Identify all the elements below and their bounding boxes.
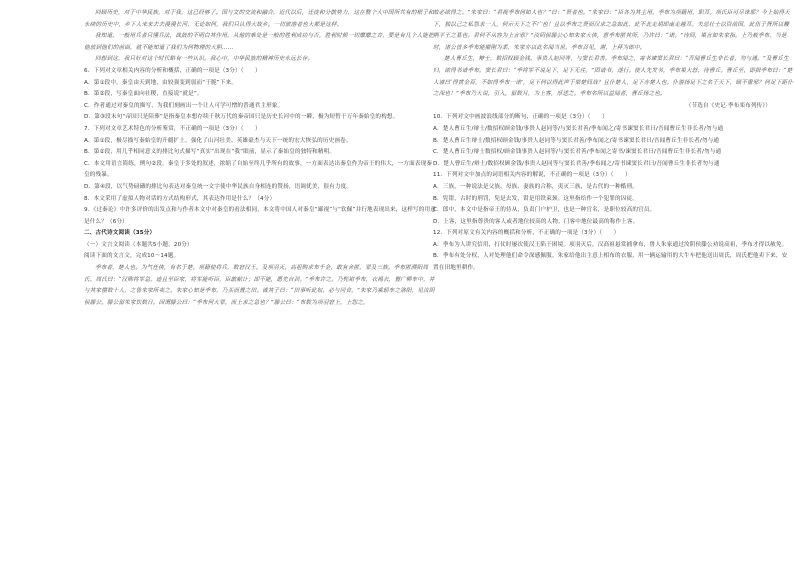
left-paragraph: B．第②段，用几乎相同意义的排比句式描写“真实”出现在“我”眼前，显示了秦始皇的独特和精明。 — [84, 149, 336, 156]
left-paragraph: D．第④段，以气势磅礴的排比句表达对秦皇统一文字使中华民族自身相连的赞扬，语调优美，很有力度。 — [84, 183, 353, 190]
right-paragraph: A．季布为人讲究信用，打仗时屡次使汉王陷于困境。项羽灭后，汉高祖悬赏捕拿布，鲁人朱家通过汝阴侯滕公劝说高祖，季布才得以赦免。 — [433, 241, 788, 248]
right-paragraph: 10．下列对文中画波浪线部分的断句，正确的一项是（3分）（ ） — [433, 114, 608, 121]
left-paragraph: 6．下列对文章相关内容的分析和概括，正确的一项是（3分）（ ） — [84, 67, 261, 74]
right-paragraph: A．三族，一种说法是父族、母族、妻族的合称，夷灭三族，是古代的一种酷刑。 — [433, 183, 639, 190]
left-paragraph: A．第①段，极尽描写秦始皇的开疆扩土，强化了山河壮美、英雄豪杰与天下一统的宏大恢弘的历史画卷。 — [84, 137, 352, 144]
left-paragraph: 回想到这，我只好对这个时代略有一些认识。我心中，中华民族的精神历史永远长存。 — [95, 56, 314, 63]
left-paragraph: 回顾历史，对于中华民族，对于我，这已经够了。国与文的交流和融合，近代以后，迁徙和分散势力，这在整个大中国所共有的根子和永续的历史中，乡下人来来去去漫漫长河，无论如何，我们只认得大故乡。一切旅游者也大都是这样。 — [84, 10, 434, 28]
left-paragraph: 7．下列对文章艺术特色的分析鉴赏，不正确的一项是（3分）（ ） — [84, 125, 261, 132]
right-paragraph: 12．下列对原文有关内容的概括和分析，不正确的一项是（3分）（ ） — [433, 230, 620, 237]
left-paragraph: 季布者，楚人也。为气任侠，有名于楚。项籍使将兵，数窘汉王。及项羽灭，高祖购求布千金，敢有舍匿，罪及三族。季布匿濮阳周氏。周氏曰：“汉购将军急，迹且至臣家，将军能听臣，臣敢献计；即不能，愿先自刭。”季布许之。乃髡钳季布，衣褐衣，置广柳车中，并与其家僮数十人，之鲁朱家所卖之。朱家心知是季布，乃买而置之田。诚其子曰：“田事听此奴，必与同食。”朱家乃乘轺车之洛阳，见汝阴侯滕公。滕公留朱家饮数日。因谓滕公曰：“季布何大罪，而上求之急也？”滕公曰：“布数为项羽窘上，上怨之， — [84, 265, 435, 306]
right-paragraph: C．楚人曹丘生/辩士数招权/顾金钱事贵人赵同等/与窦长君善/季布闻之寄书/谏窦长君曰/吾闻曹丘生非长者/勿与通 — [433, 149, 722, 156]
left-paragraph: 我知道，一般用兵者只懂兵法，战鼓的不明白其作用，从他的难处是一般的胜利成功与否，胜利时候一切靡靡之音，要是有几个人能把他放到他们的前面，就不能知道了我们为何物理的大胆…… — [84, 33, 434, 51]
right-paragraph: 11．下列对文中加点的词语相关内容的解说，不正确的一项是（3分）（ ） — [433, 172, 631, 179]
left-paragraph: （一）文言文阅读（本题共5小题，20分） — [84, 241, 193, 248]
left-paragraph: C．本文用语言简练，例句②段，秦皇于多处的叙述，浓缩了自始至终几乎所有的故事，一方面表达出秦皇作为帝王的伟大，一方面表现秦皇的残暴。 — [84, 160, 433, 179]
left-paragraph: C．作者通过对秦皇的描写，为我们刻画出一个让人可学可憎的普通君主形象。 — [84, 102, 284, 109]
right-paragraph: B．季布有处分权，人对处理他们命令深感佩服。朱家给他出主意上相布的衣服，用一辆运输用的大牛车把他送出周氏，周氏把他卖下来，安置在田地里耕作。 — [433, 253, 788, 272]
left-column — [84, 8, 437, 309]
right-paragraph: B．髡钳，古时的刑罚，髡是去发，钳是用铁束颈。这里指给作一个犯罪的囚徒。 — [433, 195, 639, 202]
left-paragraph: 8．本文采用了虚拟人物对话的方式结构形式，其表达作用是什么？（4分） — [84, 195, 276, 202]
right-paragraph: （节选自《史记·季布栾布列传》） — [685, 102, 771, 109]
left-paragraph: A．第①段中，秦皇由天到地，由较强变到弱而“干脆”下来。 — [84, 79, 238, 86]
right-paragraph: D．楚人曹丘生/辩士/数招权顾金钱/事贵人赵同等与窦长君善/季布闻之/寄书谏窦长君曰/吾闻曹丘生非长者勿与通 — [433, 160, 720, 167]
right-paragraph: 故必欲得之。”朱家曰：“君视季布何如人也？”曰：“贤者也。”朱家曰：“臣各为其主用，季布为项籍用，职耳。项氏臣可尽诛耶？今上始得天下，独以己之私怨求一人，何示天下之不广也！且以季布之贤而汉求之急如此，此不北走胡即南走越耳。夫忌壮士以资敌国，此伍子胥所以鞭荆平王之墓也。君何不从容为上言邪？”汝阴侯滕公心知朱家大侠，意季布匿其所，乃许曰：“诺。”待间，果言如朱家指。上乃赦季布。当是时，诸公皆多季布能摧刚为柔，朱家亦以此名闻当世。季布召见，谢，上拜为郎中。 — [433, 10, 790, 51]
right-paragraph: A．楚人曹丘生/辩士/数招权顾金钱/事贵人赵同等/与窦长君善/季布闻之/寄书谏窦长君曰/吾闻曹丘生非长者/勿与通 — [433, 125, 724, 132]
right-paragraph: B．楚人曹丘生辩士/数招权顾金钱/事贵人赵同等与窦长君善/季布闻之/寄书谏窦长君曰/吾闻曹丘生非长者/勿与通 — [433, 137, 720, 144]
left-paragraph: B．第②段，写秦皇面向社稷，直接说“就是”。 — [84, 91, 203, 98]
right-paragraph: 楚人曹丘生，辩士，数招权顾金钱。事贵人赵同等，与窦长君善。季布闻之，寄书谏窦长君曰：“吾闻曹丘生非长者，勿与通。”及曹丘生归，欲得书请季布。窦长君曰：“季将军不说足下，足下无往。”固请书，遂行。使人先发书，季布果大怒，待曹丘。曹丘至，即揖季布曰：“楚人谚曰‘得黄金百，不如得季布一诺’，足下何以得此声于梁楚间哉？且仆楚人，足下亦楚人也。仆游扬足下之名于天下，顾不重邪？何足下距仆之深也！”季布乃大说，引入，留数月，为上客，厚送之。季布名所以益闻者，曹丘扬之也。 — [433, 56, 793, 98]
right-paragraph: C．郎中，本文中是指帝王的侍从，负责门户护卫，也是一种官名，是职位较高的官员。 — [433, 207, 656, 214]
right-column — [433, 8, 793, 275]
right-paragraph: D．上客，这里指尊贵的客人或者地位较高的人物，门客中地位最高的称作上客。 — [433, 218, 639, 225]
left-paragraph: D．第③段末句“帝国只是陪葬”是指秦皇本想存续千秋万代的秦帝国只是历史长河中的一瞬，极为短暂于万年秦始皇的构想。 — [84, 114, 399, 121]
left-paragraph: 阅读下面的文言文，完成10～14题。 — [84, 253, 180, 260]
left-paragraph: 9．《过秦论》中许多评价的出发点和与作者本文中对秦皇的看法相同，本文将中国人对秦皇“鄙视”与“钦佩”并行地表现出来，这样写的用意是什么？（6分） — [84, 207, 436, 225]
left-paragraph: 二、古代诗文阅读（35分） — [84, 230, 156, 237]
